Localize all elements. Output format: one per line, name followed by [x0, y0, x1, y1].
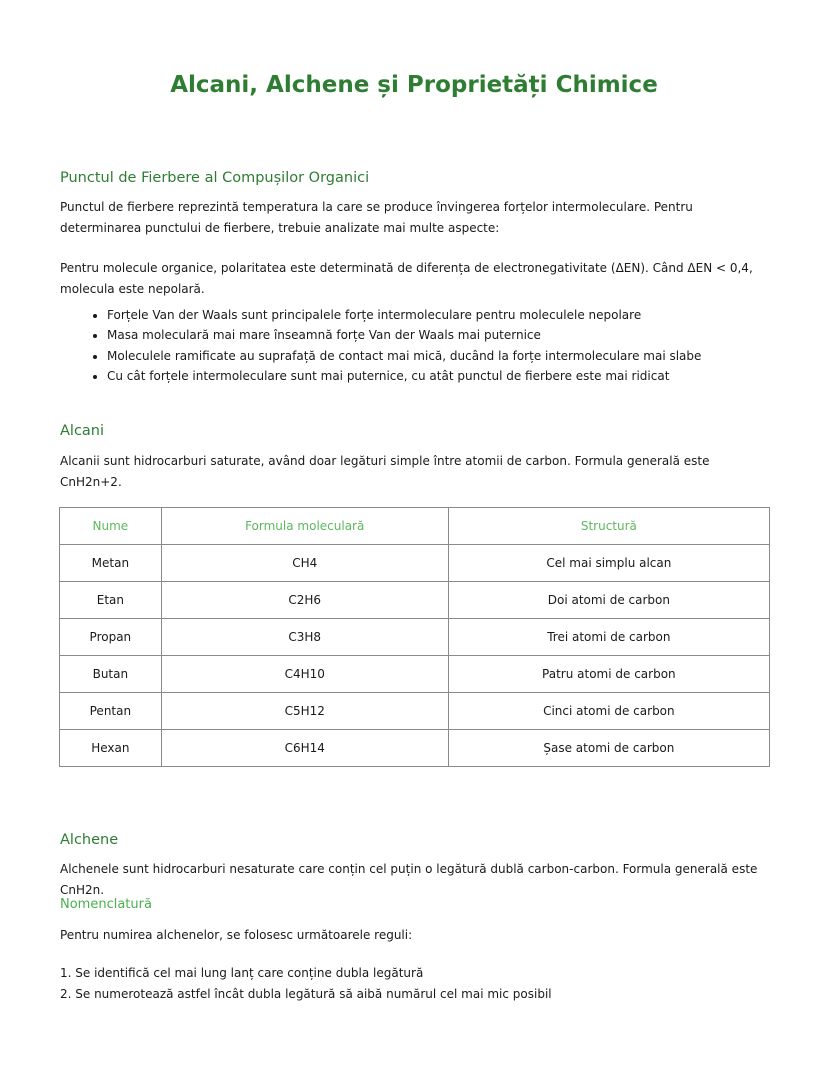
table-cell: Propan: [60, 619, 162, 656]
list-item: • Moleculele ramificate au suprafață de contact mai mică, ducând la forțe intermoleculare mai slabe: [107, 346, 767, 366]
alkanes-table: [59, 507, 770, 767]
table-cell: C5H12: [161, 693, 448, 730]
table-cell: Hexan: [60, 730, 162, 767]
table-cell: Pentan: [60, 693, 162, 730]
table-row: [60, 656, 770, 693]
table-cell: CH4: [161, 545, 448, 582]
paragraph-boiling-point-intro: Punctul de fierbere reprezintă temperatura la care se produce învingerea forțelor intermoleculare. Pentru determinarea punctului de fierbere, trebuie analizate mai multe aspecte:: [60, 200, 693, 235]
subheading-nomenclature: Nomenclatură: [60, 897, 152, 912]
list-item: • Forțele Van der Waals sunt principalele forțe intermoleculare pentru moleculele nepolare: [107, 305, 767, 325]
section-heading-alkenes: Alchene: [60, 832, 119, 848]
table-cell: C6H14: [161, 730, 448, 767]
section-heading-alkanes: Alcani: [60, 423, 105, 439]
table-cell: Șase atomi de carbon: [448, 730, 769, 767]
table-row: [60, 730, 770, 767]
table-cell: Trei atomi de carbon: [448, 619, 769, 656]
paragraph-alkenes: Alchenele sunt hidrocarburi nesaturate care conțin cel puțin o legătură dublă carbon-carbon. Formula generală este CnH2n.: [60, 862, 758, 897]
table-cell: C4H10: [161, 656, 448, 693]
table-cell: Cel mai simplu alcan: [448, 545, 769, 582]
table-row: [60, 693, 770, 730]
table-cell: Cinci atomi de carbon: [448, 693, 769, 730]
column-header-formula: Formula moleculară: [161, 508, 448, 545]
column-header-name: Nume: [60, 508, 162, 545]
list-item: • Masa moleculară mai mare înseamnă forțe Van der Waals mai puternice: [107, 325, 767, 345]
list-item: • Cu cât forțele intermoleculare sunt mai puternice, cu atât punctul de fierbere este mai ridicat: [107, 366, 767, 386]
table-cell: Etan: [60, 582, 162, 619]
paragraph-nomenclature-intro: Pentru numirea alchenelor, se folosesc următoarele reguli:: [60, 928, 413, 942]
rule-item-1: 1. Se identifică cel mai lung lanț care conține dubla legătură: [60, 966, 424, 980]
table-cell: C2H6: [161, 582, 448, 619]
table-cell: C3H8: [161, 619, 448, 656]
table-cell: Butan: [60, 656, 162, 693]
table-row: [60, 545, 770, 582]
column-header-structure: Structură: [448, 508, 769, 545]
table-header-row: [60, 508, 770, 545]
table-row: [60, 619, 770, 656]
table-cell: Doi atomi de carbon: [448, 582, 769, 619]
section-heading-boiling-point: Punctul de Fierbere al Compușilor Organici: [60, 170, 370, 186]
page-title: Alcani, Alchene și Proprietăți Chimice: [170, 72, 658, 98]
table-cell: Patru atomi de carbon: [448, 656, 769, 693]
table-cell: Metan: [60, 545, 162, 582]
bullet-list-intermolecular-forces: [60, 305, 767, 386]
table-row: [60, 582, 770, 619]
paragraph-alkanes: Alcanii sunt hidrocarburi saturate, având doar legături simple între atomii de carbon. Formula generală este CnH2n+2.: [60, 454, 710, 489]
paragraph-polarity: Pentru molecule organice, polaritatea este determinată de diferența de electronegativitate (ΔEN). Când ΔEN < 0,4, molecula este nepolară.: [60, 261, 753, 296]
rule-item-2: 2. Se numerotează astfel încât dubla legătură să aibă numărul cel mai mic posibil: [60, 987, 552, 1001]
